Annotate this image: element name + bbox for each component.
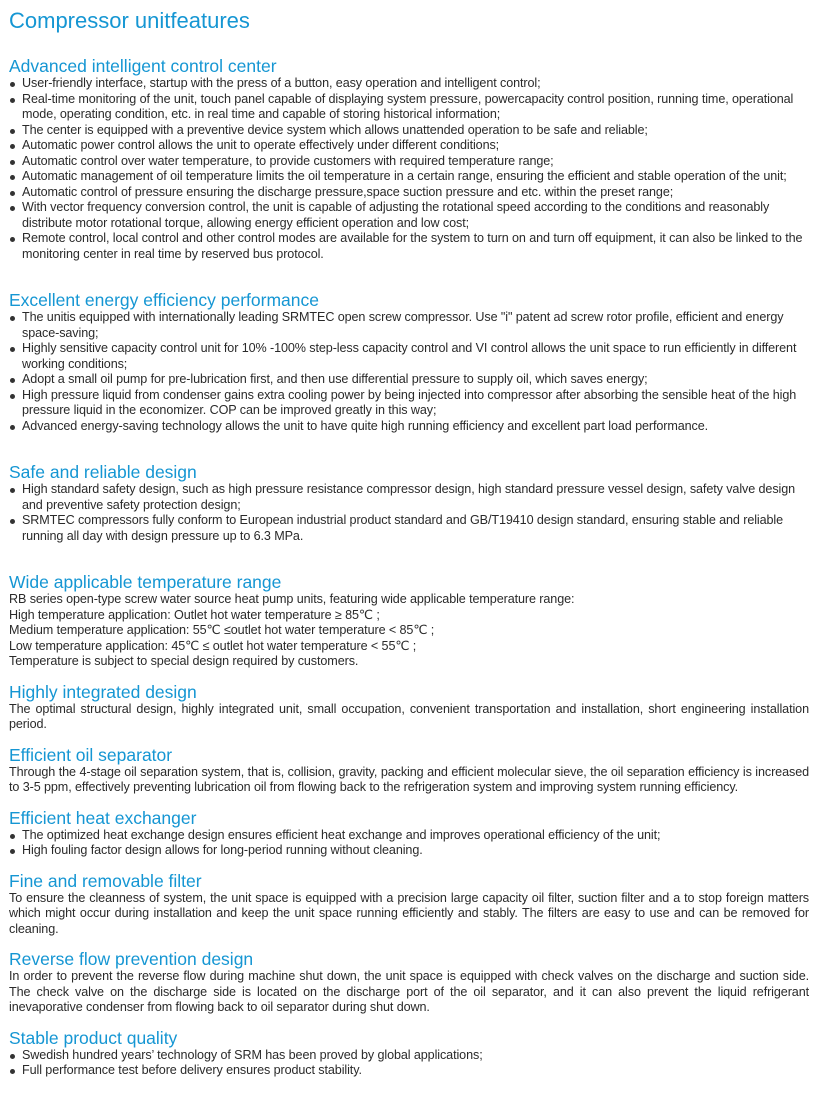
list-item: High fouling factor design allows for long-period running without cleaning. xyxy=(9,843,809,859)
section-heading: Efficient heat exchanger xyxy=(9,807,197,828)
section-text: In order to prevent the reverse flow during machine shut down, the unit space is equipped with check valves on the discharge and suction side. The check valve on the discharge side is located on the discharge port of the oil separator, and it can also prevent the liquid refrigerant inevaporative condenser from flowing back to oil separator during shut down. xyxy=(9,969,809,1014)
section-safe-reliable xyxy=(9,462,809,544)
section-text: Through the 4-stage oil separation system, that is, collision, gravity, packing and efficient molecular sieve, the oil separation efficiency is increased to 3-5 ppm, effectively preventing lubrication oil from flowing back to the refrigeration system and improving system running efficiency. xyxy=(9,764,809,794)
section-product-quality xyxy=(9,1028,809,1079)
section-removable-filter xyxy=(9,871,809,938)
list-item: Automatic power control allows the unit to operate effectively under different conditions; xyxy=(9,138,809,154)
text-line: Low temperature application: 45℃ ≤ outlet hot water temperature < 55℃ ; xyxy=(9,638,417,653)
list-item: The center is equipped with a preventive device system which allows unattended operation to be safe and reliable; xyxy=(9,123,809,139)
section-text: To ensure the cleanness of system, the unit space is equipped with a precision large capacity oil filter, suction filter and a to stop foreign matters which might occur during installation and keep the unit space running efficiently and stably. The filters are easy to use and can be removed for cleaning. xyxy=(9,890,809,936)
section-heat-exchanger xyxy=(9,808,809,859)
list-item: Automatic management of oil temperature limits the oil temperature in a certain range, ensuring the efficient and stable operation of the unit; xyxy=(9,169,809,185)
list-item: Full performance test before delivery ensures product stability. xyxy=(9,1063,809,1079)
list-item: High pressure liquid from condenser gains extra cooling power by being injected into compressor after absorbing the sensible heat of the high pressure liquid in the economizer. COP can be improved greatly in this way; xyxy=(9,388,809,419)
list-item: Automatic control of pressure ensuring the discharge pressure,space suction pressure and etc. within the preset range; xyxy=(9,185,809,201)
bullet-list xyxy=(9,482,809,544)
section-heading: Stable product quality xyxy=(9,1027,178,1048)
section-integrated-design xyxy=(9,682,809,733)
section-reverse-flow xyxy=(9,949,809,1016)
list-item: Advanced energy-saving technology allows the unit to have quite high running efficiency and excellent part load performance. xyxy=(9,419,809,435)
bullet-list xyxy=(9,1048,809,1079)
text-line: RB series open-type screw water source heat pump units, featuring wide applicable temperature range: xyxy=(9,592,575,606)
bullet-list xyxy=(9,310,809,434)
list-item: SRMTEC compressors fully conform to European industrial product standard and GB/T19410 design standard, ensuring stable and reliable running all day with design pressure up to 6.3 MPa. xyxy=(9,513,809,544)
section-control-center xyxy=(9,56,809,262)
list-item: Adopt a small oil pump for pre-lubrication first, and then use differential pressure to supply oil, which saves energy; xyxy=(9,372,809,388)
list-item: Remote control, local control and other control modes are available for the system to turn on and turn off equipment, it can also be linked to the monitoring center in real time by reserved bus protocol. xyxy=(9,231,809,262)
list-item: Automatic control over water temperature, to provide customers with required temperature range; xyxy=(9,154,809,170)
section-temperature-range xyxy=(9,572,809,670)
section-heading: Reverse flow prevention design xyxy=(9,949,254,969)
text-line: Temperature is subject to special design required by customers. xyxy=(9,654,359,668)
bullet-list xyxy=(9,76,809,262)
section-heading: Fine and removable filter xyxy=(9,870,202,891)
section-heading: Highly integrated design xyxy=(9,681,197,702)
list-item: With vector frequency conversion control, the unit is capable of adjusting the rotational speed according to the conditions and reasonably distribute motor rotational torque, allowing energy efficient operation and low cost; xyxy=(9,200,809,231)
bullet-list xyxy=(9,828,809,859)
section-heading: Wide applicable temperature range xyxy=(9,572,282,592)
section-heading: Safe and reliable design xyxy=(9,462,197,482)
list-item: The optimized heat exchange design ensures efficient heat exchange and improves operational efficiency of the unit; xyxy=(9,828,809,844)
page-title: Compressor unitfeatures xyxy=(9,8,250,33)
list-item: Swedish hundred years’ technology of SRM has been proved by global applications; xyxy=(9,1048,809,1064)
section-energy-efficiency xyxy=(9,290,809,434)
text-line: High temperature application: Outlet hot water temperature ≥ 85℃ ; xyxy=(9,607,380,622)
section-heading: Excellent energy efficiency performance xyxy=(9,290,319,310)
section-heading: Efficient oil separator xyxy=(9,744,173,765)
list-item: Real-time monitoring of the unit, touch panel capable of displaying system pressure, powercapacity control position, running time, operational mode, operating condition, etc. in real time and capable of storing historical information; xyxy=(9,92,809,123)
list-item: High standard safety design, such as high pressure resistance compressor design, high standard pressure vessel design, safety valve design and preventive safety protection design; xyxy=(9,482,809,513)
section-text: The optimal structural design, highly integrated unit, small occupation, convenient transportation and installation, short engineering installation period. xyxy=(9,701,809,731)
text-line: Medium temperature application: 55℃ ≤outlet hot water temperature < 85℃ ; xyxy=(9,623,435,637)
section-oil-separator xyxy=(9,745,809,796)
list-item: Highly sensitive capacity control unit for 10% -100% step-less capacity control and VI control allows the unit space to run efficiently in different working conditions; xyxy=(9,341,809,372)
section-heading: Advanced intelligent control center xyxy=(9,56,277,76)
list-item: User-friendly interface, startup with the press of a button, easy operation and intelligent control; xyxy=(9,76,809,92)
list-item: The unitis equipped with internationally leading SRMTEC open screw compressor. Use "i" patent ad screw rotor profile, efficient and energy space-saving; xyxy=(9,310,809,341)
